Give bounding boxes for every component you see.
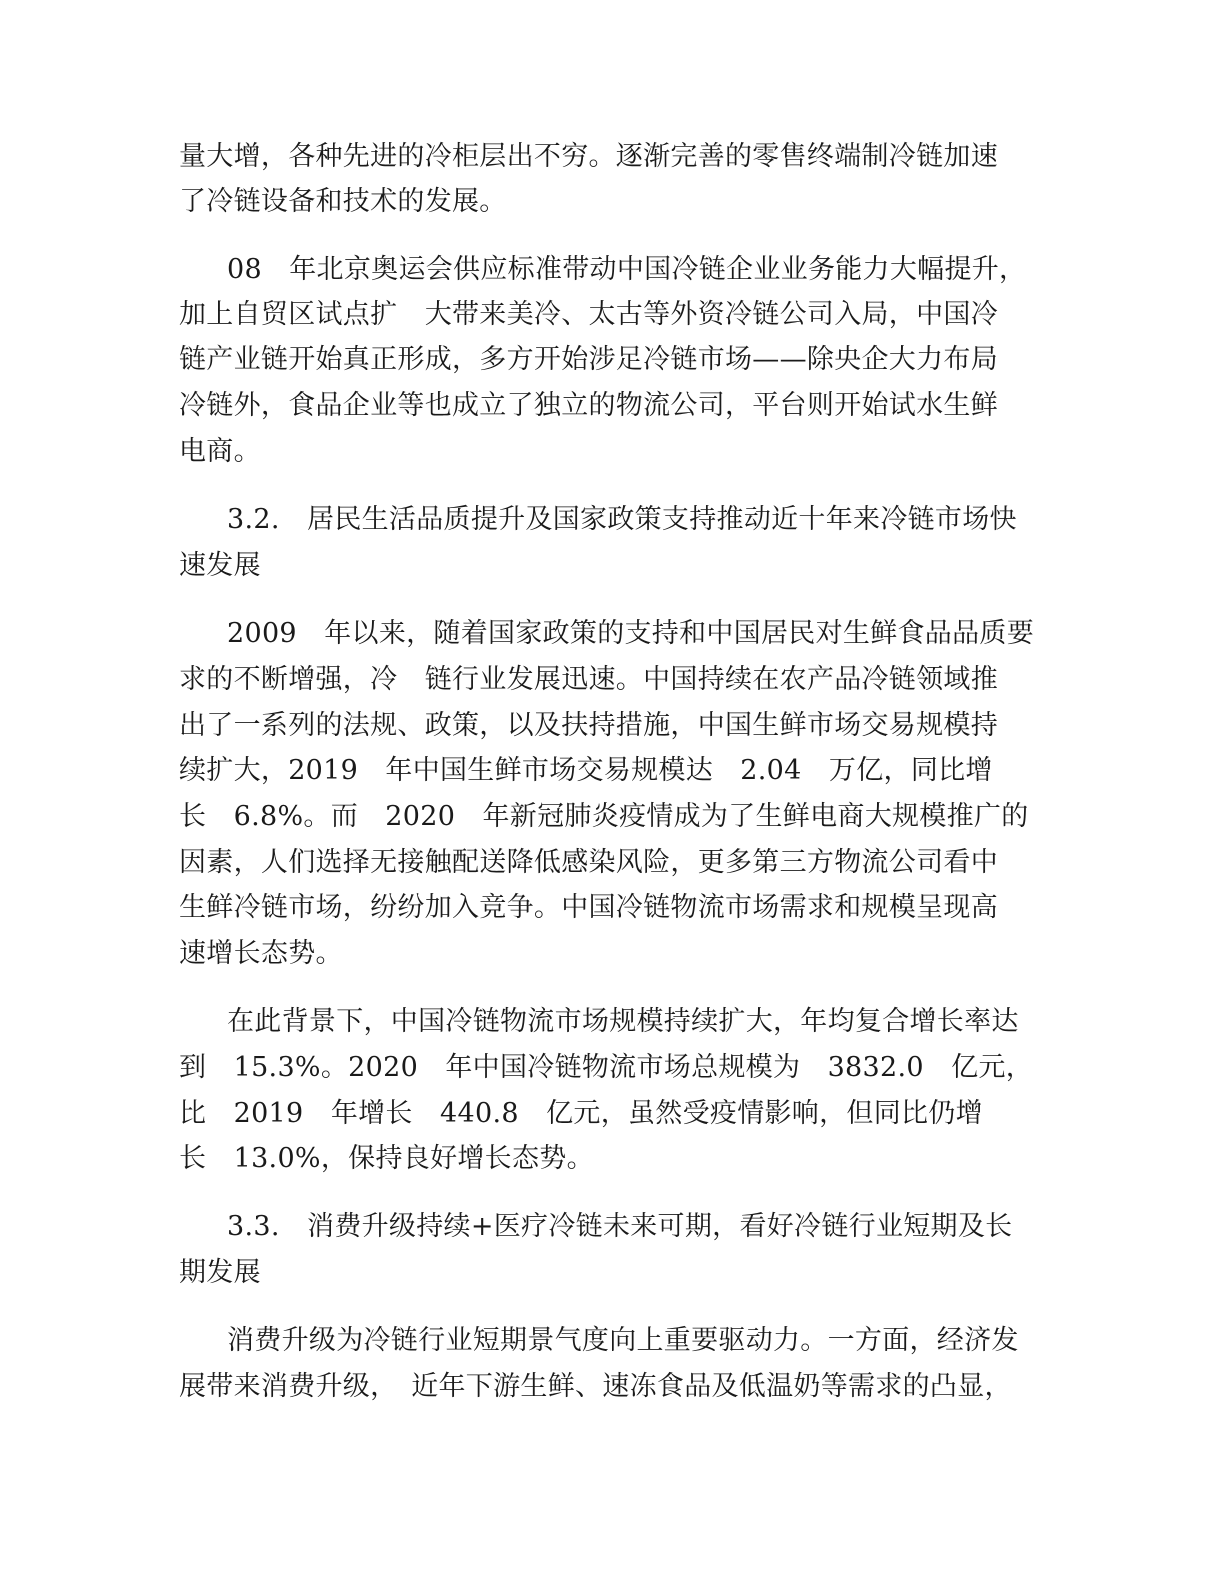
- paragraph-line: 展带来消费升级， 近年下游生鲜、速冻食品及低温奶等需求的凸显，: [179, 1371, 1012, 1402]
- paragraph-line: 量大增，各种先进的冷柜层出不穷。逐渐完善的零售终端制冷链加速: [179, 141, 998, 172]
- paragraph-line: 续扩大，2019 年中国生鲜市场交易规模达 2.04 万亿，同比增: [179, 755, 993, 786]
- paragraph-line: 了冷链设备和技术的发展。: [179, 186, 507, 217]
- section-heading-3-2-cont: 速发展: [179, 550, 261, 581]
- paragraph-line: 长 6.8%。而 2020 年新冠肺炎疫情成为了生鲜电商大规模推广的: [179, 801, 1029, 832]
- paragraph-line: 2009 年以来，随着国家政策的支持和中国居民对生鲜食品品质要: [227, 618, 1035, 649]
- paragraph-line: 到 15.3%。2020 年中国冷链物流市场总规模为 3832.0 亿元，: [179, 1052, 1034, 1083]
- paragraph-line: 08 年北京奥运会供应标准带动中国冷链企业业务能力大幅提升，: [227, 254, 1027, 285]
- paragraph-line: 链产业链开始真正形成，多方开始涉足冷链市场——除央企大力布局: [179, 344, 998, 375]
- paragraph-line: 因素，人们选择无接触配送降低感染风险，更多第三方物流公司看中: [179, 847, 998, 878]
- section-heading-3-3-cont: 期发展: [179, 1257, 261, 1288]
- paragraph-line: 出了一系列的法规、政策，以及扶持措施，中国生鲜市场交易规模持: [179, 710, 998, 741]
- paragraph-line: 在此背景下，中国冷链物流市场规模持续扩大，年均复合增长率达: [227, 1006, 1019, 1037]
- section-heading-3-2: 3.2. 居民生活品质提升及国家政策支持推动近十年来冷链市场快: [227, 504, 1017, 535]
- paragraph-line: 求的不断增强，冷 链行业发展迅速。中国持续在农产品冷链领域推: [179, 664, 998, 695]
- paragraph-line: 消费升级为冷链行业短期景气度向上重要驱动力。一方面，经济发: [227, 1325, 1019, 1356]
- section-heading-3-3: 3.3. 消费升级持续+医疗冷链未来可期，看好冷链行业短期及长: [227, 1211, 1013, 1242]
- paragraph-line: 加上自贸区试点扩 大带来美冷、太古等外资冷链公司入局，中国冷: [179, 299, 998, 330]
- paragraph-line: 电商。: [179, 436, 261, 467]
- paragraph-line: 速增长态势。: [179, 938, 343, 969]
- paragraph-line: 生鲜冷链市场，纷纷加入竞争。中国冷链物流市场需求和规模呈现高: [179, 892, 998, 923]
- paragraph-line: 长 13.0%，保持良好增长态势。: [179, 1143, 594, 1174]
- paragraph-line: 比 2019 年增长 440.8 亿元，虽然受疫情影响，但同比仍增: [179, 1098, 983, 1129]
- paragraph-line: 冷链外，食品企业等也成立了独立的物流公司，平台则开始试水生鲜: [179, 390, 998, 421]
